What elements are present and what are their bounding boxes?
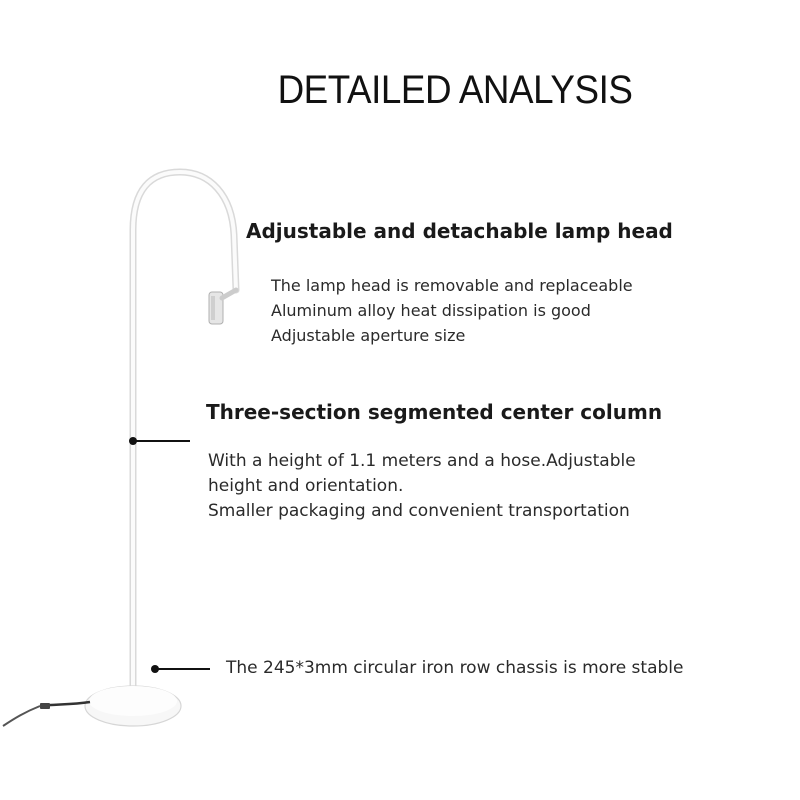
center-column-detail-line: Smaller packaging and convenient transportation [208,501,630,521]
base-plate [85,686,181,726]
lamp-head-icon [209,290,236,324]
gooseneck-arm [133,172,236,690]
lamp-head-detail-line: The lamp head is removable and replaceable [271,276,633,295]
lamp-head-detail-line: Adjustable aperture size [271,326,466,345]
base-description: The 245*3mm circular iron row chassis is more stable [226,658,684,678]
lamp-head-details [271,273,633,348]
lamp-head-heading: Adjustable and detachable lamp head [246,219,673,243]
center-column-heading: Three-section segmented center column [206,400,663,424]
lamp-head-detail-line: Aluminum alloy heat dissipation is good [271,301,591,320]
center-column-detail-line: With a height of 1.1 meters and a hose.Adjustable [208,451,636,471]
pointer-column [129,437,190,445]
pointer-base [151,665,210,673]
center-column-details [208,449,636,524]
power-cord [3,702,90,726]
center-column-detail-line: height and orientation. [208,476,404,496]
page-title: DETAILED ANALYSIS [277,68,633,112]
